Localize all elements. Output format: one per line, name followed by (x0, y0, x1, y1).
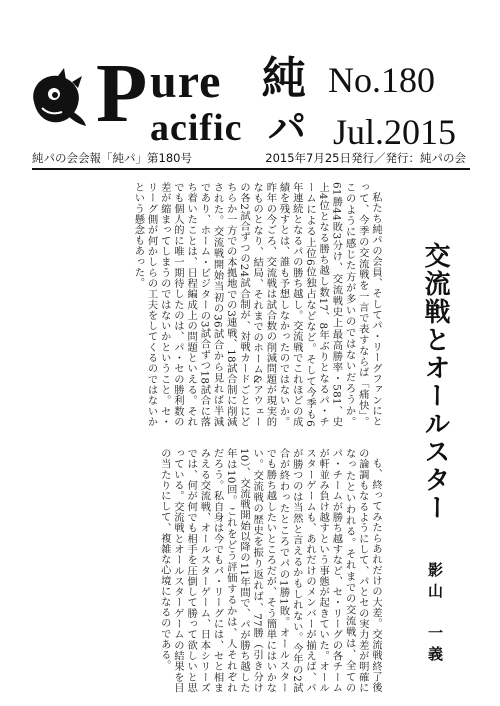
article-body-top (36, 182, 382, 427)
issue-date: Jul.2015 (333, 112, 457, 152)
logo-text-ure: ure (150, 55, 222, 108)
newsletter-title: 純パの会会報「純パ」第180号 (32, 151, 192, 165)
article-paragraph: も、終ってみたらあれだけの大差。交流戦終了後の論調もなるようにして、パとセの実力差が明確になったといわれる。それまでの交流戦は、全てのパ・チームが勝ち越すなど、セ・リーグの各チームが軒並み負け越すという事態が起きていた。オールスターゲームも、あれだけのメンバーが揃えば、パが勝つのは当然と言えるかもしれない。今年の2試合が終わったところでパの1勝1敗。オールスターでも勝ち越したいところだが、そう簡単にはいかない。交流戦の歴史を振り返れば、77勝（引き分け10）、交流戦開始以降の11年間で、パが勝ち越した年は10回。これをどう評価するかは、人それぞれだろう。私自身は今でもパ・リーグには、セと相まみえる交流戦、オールスターゲーム、日本シリーズでは、何が何でも相手を圧倒して勝って欲しいと思っている。交流戦とオールスターゲームの結果を目の当たりにして、複雑な心境になるのである。 (158, 448, 382, 693)
bat-mascot-logo (28, 68, 86, 130)
logo-letter-p: P (96, 47, 148, 140)
article-author: 影山 一義 (426, 562, 444, 667)
logo-text-acific: acific (150, 107, 243, 149)
article-headline: 交流戦とオールスター (420, 242, 450, 522)
article-paragraph: 私たち純パの会員、そしてパ・リーグファンにとって、今季の交流戦を一言で表すならば「痛快」。このように感じた方が多いのではないだろうか。61勝44敗3分け、交流戦史上最高勝率・581、史上4位となる勝ち越し数17、8年ぶりとなるパ・チームによる上位6位独占などなど。そして今季も6年連続となるパの勝ち越し。交流戦でこれほどの成績を残すとは、誰も予想しなかったのではないか。昨年の今ごろ、交流戦は試合数の削減問題が現実的なものとなり、結局、それまでのホーム&アウェーの各2試合ずつの24試合制が、対戦カードごとにどちらか一方での本拠地での3連戦、18試合制に削減された。交流戦開始当初の36試合から見れば半減であり、ホーム・ビジターの3試合ずつ18試合に落ち着いたことは、日程編成上の問題といえる。それでも個人的に唯一期待したのは、パ・セの勝利数の差が縮まってしまうのではないかということ。セ・リーグ側が何かしらの工夫をしてくるのではないかという懸念もあった。 (132, 182, 382, 427)
logo-kana-pa: パ (268, 106, 307, 150)
header-divider (32, 168, 470, 170)
publication-info: 2015年7月25日発行／発行：純パの会 (265, 151, 466, 165)
article-body-bottom (36, 448, 382, 693)
issue-number: No.180 (328, 60, 435, 100)
logo-kanji-jun: 純 (262, 53, 306, 104)
